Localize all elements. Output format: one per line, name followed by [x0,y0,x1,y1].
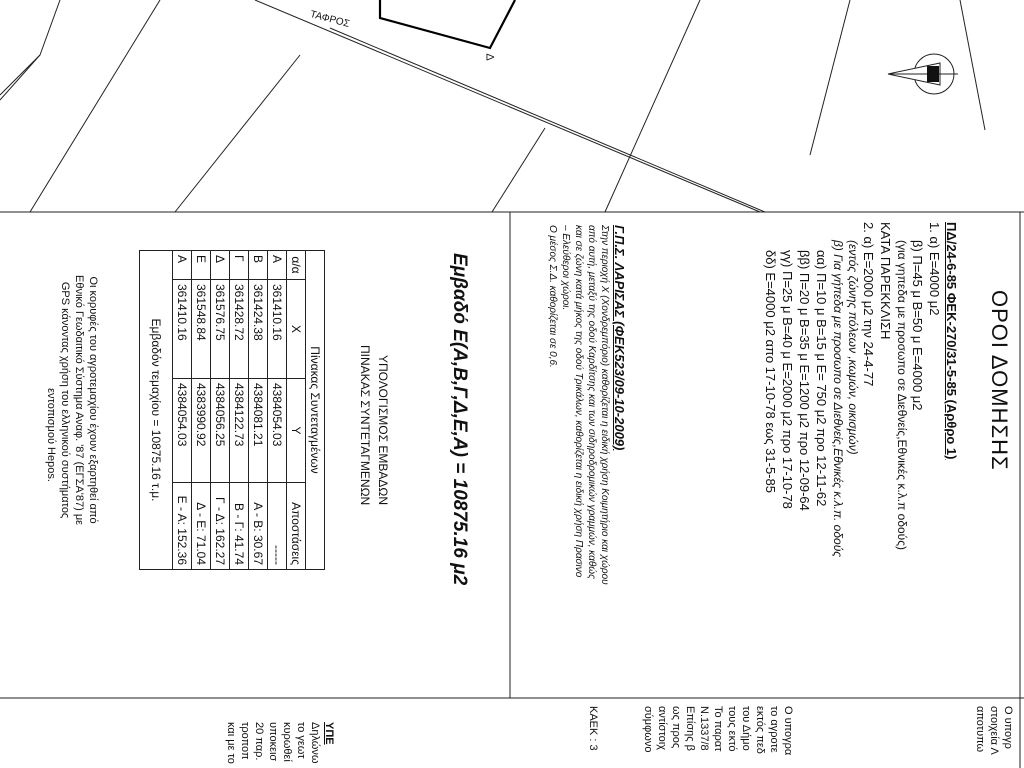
cell: Α [173,251,192,280]
table-row [268,251,287,570]
right-strip-text [973,706,1015,755]
term-line: γγ) Π=25 μ Β=40 μ Ε=2000 μ2 προ 17-10-78 [780,250,795,509]
note-line: Εθνικό Γεωδαιτικό Σύστημα Αναφ. '87 (ΕΓΣΑ'87) με [73,275,85,526]
term-line: (για γηπεδα με προσωπο σε Διεθνείς,Εθνικές κ.λ.π οδούς) [895,240,909,551]
cell: Ε [192,251,211,280]
cell: 361548.84 [192,280,211,379]
cell: 4384122.73 [230,379,249,483]
kaek-label: ΚΑΕΚ : 3 [587,706,599,751]
term-line: δδ) Ε=4000 μ2 απο 17-10-78 εως 31-5-85 [763,250,778,493]
strip-line: αποτυπω [974,706,986,753]
table-row [249,251,268,570]
cell: Β [249,251,268,280]
vertex-label: Δ [483,53,496,61]
calc-title: ΥΠΟΛΟΓΙΣΜΟΣ ΕΜΒΑΔΩΝ [376,355,390,505]
cell: Α [268,251,287,280]
gps-line: και σε ζώνη κατά μήκος της οδού Τρικάλων, καθορίζεται η ειδική χρήση Πρασινο [573,225,584,578]
strip-line: υποκεισ [267,722,279,762]
strip-line: Το παρατ [712,706,724,752]
area-total: Εμβαδό Ε(Α,Β,Γ,Δ,Ε,Α) = 10875.16 μ2 [449,253,470,586]
strip-line: ως προς [670,706,682,749]
term-line: (εντός ζώνης πόλεων ,κωμών, οικισμών) [846,240,860,455]
term-line: 1. α) Ε=4000 μ2 [927,222,942,316]
table-row [230,251,249,570]
cell: Δ - Ε: 71.04 [192,483,211,570]
right-strip-text-2 [641,706,795,755]
gps-title: Γ.Π.Σ. ΛΑΡΙΣΑΣ (ΦΕΚ523/09-10-2009) [612,225,627,451]
road-label: ΤΑΦΡΟΣ [308,8,351,31]
term-line: β) Π=45 μ Β=50 μ Ε=4000 μ2 [910,240,925,411]
term-line: ΚΑΤΑ ΠΑΡΕΚΚΛΙΣΗ [878,222,893,340]
gps-line: Στην περιοχή Χ (Χονδρεμπόριο) καθορίζεται η ειδική χρήση Κοιμητήριο και χώρου [599,225,610,585]
gps-line: από αυτή, μεταξύ της οδού Καρδίτσης και των σιδηροδρομικών γραμμών, καθώς [586,225,597,579]
north-arrow-icon [888,54,958,94]
col-header: α/α [287,251,306,280]
cell: Ε - Α: 152.36 [173,483,192,570]
cell: 4384081.21 [249,379,268,483]
col-header: Χ [287,280,306,379]
strip-line: το αγροτε [768,706,780,753]
col-header: Αποστάσεις [287,483,306,570]
table-row [173,251,192,570]
strip-line: αντίστοιχ [656,706,668,750]
strip-line: Ν.1337/8 [698,706,710,751]
strip-line: Δηλώνω [309,722,321,764]
table-row [192,251,211,570]
strip-line: του Δήμο [740,706,752,751]
coords-table-block [139,250,325,570]
gps-line: Ο μέσος Σ.Δ. καθορίζεται σε 0,6. [547,225,558,368]
coords-table [139,250,325,570]
strip-line: το γεωτ [295,722,307,759]
note-line: εντοπισμού Hepos. [45,388,57,482]
cell: ----- [268,483,287,570]
strip-line: εκτός πεδ [754,706,766,754]
term-line: β) Για γήπεδα με προσωπο σε Διεθνείς,Εθνικές κ.λ.π. οδούς [831,240,845,558]
gps-block [546,225,628,585]
strip-line: και με το [225,722,237,764]
table-footer: Εμβαδόν τεμαχίου = 10875.16 τ.μ. [140,251,173,570]
term-line: 2. α) Ε=2000 μ2 την 24-4-77 [861,222,876,387]
building-terms-header: ΟΡΟΙ ΔΟΜΗΣΗΣ [987,290,1012,471]
strip-line: Ο υπογρ [1002,706,1014,749]
cell: Δ [211,251,230,280]
gps-line: – Ελεύθεροι χώροι. [560,225,571,311]
strip-line: σύμφωνο [642,706,654,753]
note-line: Οι κορυφές του αγροτεμαχίου έχουν εξαρτηθεί από [87,276,99,524]
cell: 4383990.92 [192,379,211,483]
table-caption: Πίνακας Συντεταγμένων [306,251,325,570]
cell: 361410.16 [173,280,192,379]
hepos-note [44,275,100,525]
cell: 361424.38 [249,280,268,379]
cell: 4384056.25 [211,379,230,483]
cell: Β - Γ: 41.74 [230,483,249,570]
coords-table-title: ΠΙΝΑΚΑΣ ΣΥΝΤΕΤΑΓΜΕΝΩΝ [358,345,372,506]
cell: Α - Β: 30.67 [249,483,268,570]
cell: 361428.72 [230,280,249,379]
cell: 361576.75 [211,280,230,379]
note-line: GPS κάνοντας χρήση του ελληνικού συστήματος [59,281,71,519]
strip-title: ΥΠΕ [323,722,335,745]
strip-line: στοιχεία Λ [988,706,1000,755]
cell: Γ - Δ: 162.27 [211,483,230,570]
cell: 361410.16 [268,280,287,379]
strip-line: Ο υπογρα [782,706,794,756]
term-line: ββ) Π=20 μ Β=35 μ Ε=1200 μ2 προ 12-09-64 [797,250,812,511]
table-row [211,251,230,570]
term-line: αα) Π=10 μ Β=15 μ Ε= 750 μ2 προ 12-11-62 [814,250,829,507]
col-header: Υ [287,379,306,483]
strip-line: Επίσης β [684,706,696,751]
strip-line: 20 παρ. [253,722,265,761]
cell: Γ [230,251,249,280]
bottom-strip-text [224,722,336,764]
strip-line: κυρωθεί [281,722,293,762]
strip-line: τους εκτό [726,706,738,752]
strip-line: τροποπ [239,722,251,760]
cell: 4384054.03 [268,379,287,483]
cell: 4384054.03 [173,379,192,483]
building-terms [762,222,960,557]
decree-title: ΠΔ/24-6-85 ΦΕΚ-270/31-5-85 (Αρθρο 1) [944,222,959,460]
